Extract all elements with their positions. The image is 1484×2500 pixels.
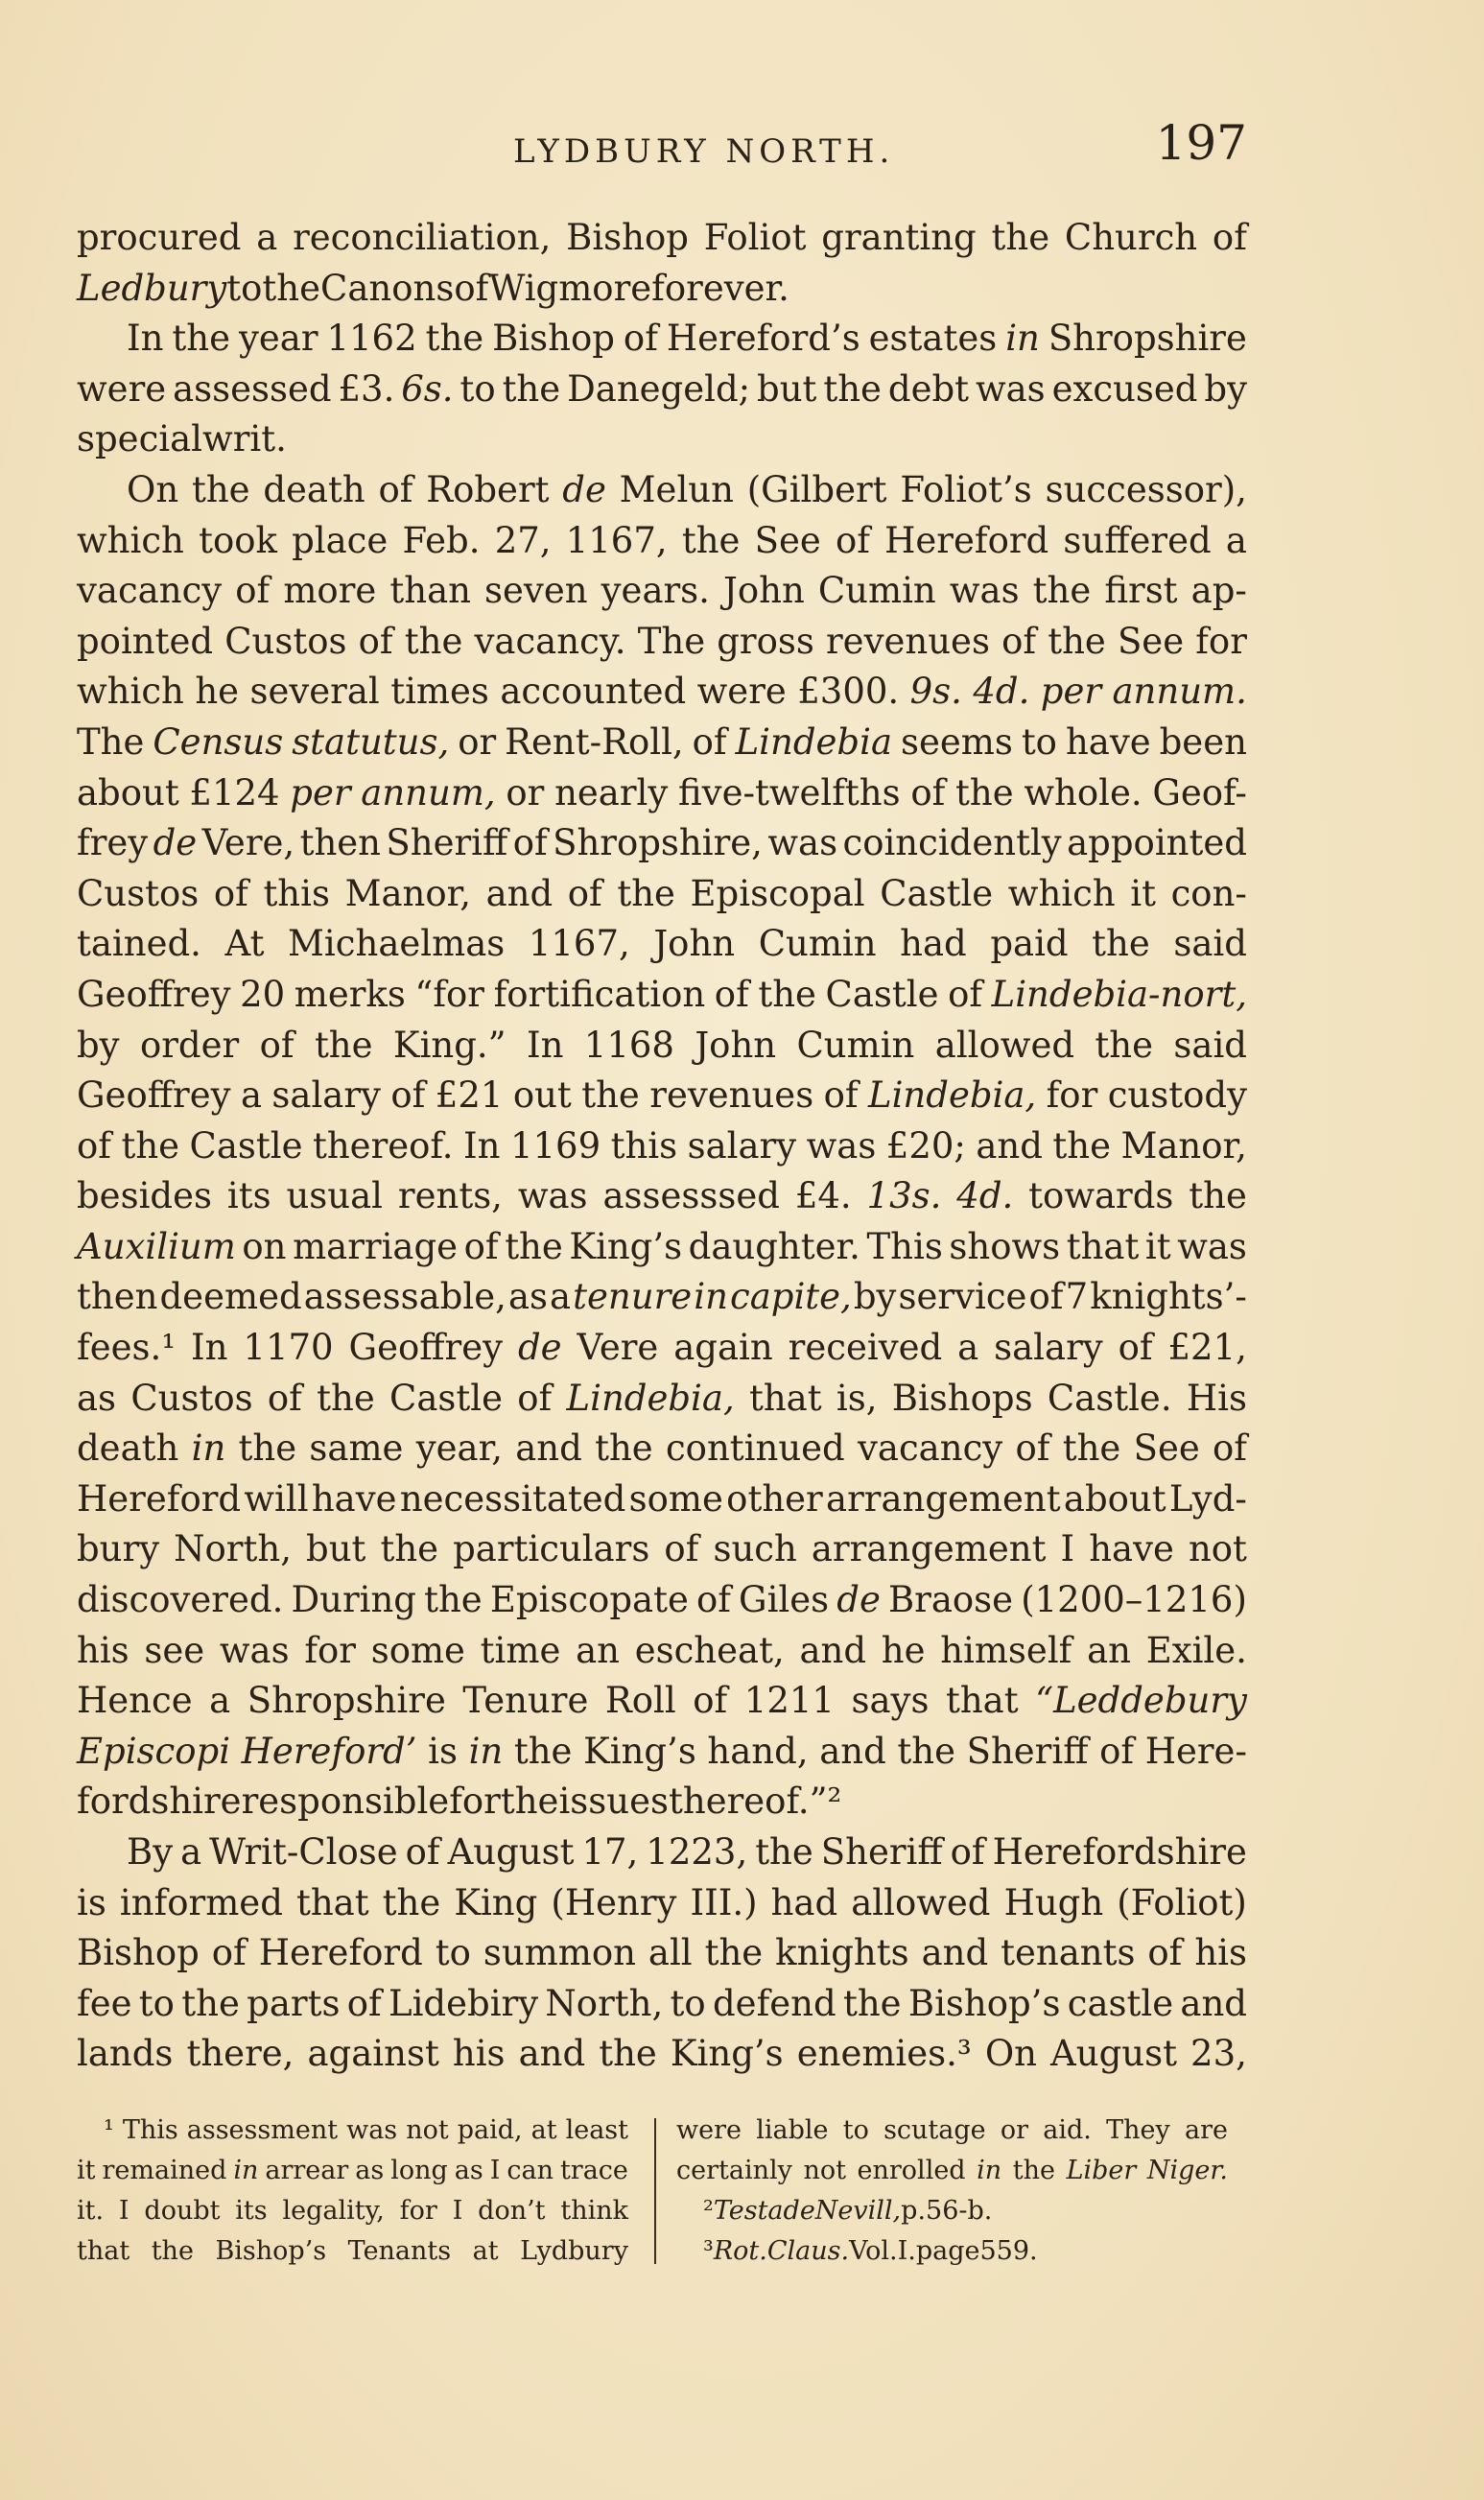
text-line: about £124 per annum, or nearly five-twelfths of the whole. Geof-: [77, 771, 1247, 814]
footnotes-right-column: [676, 2111, 1228, 2272]
text-line: lands there, against his and the King’s enemies.³ On August 23,: [77, 2033, 1247, 2075]
text-line: of the Castle thereof. In 1169 this salary was £20; and the Manor,: [77, 1124, 1247, 1167]
text-line: tained. At Michaelmas 1167, John Cumin had paid the said: [77, 923, 1247, 965]
text-line: frey de Vere, then Sheriff of Shropshire, was coincidently appointed: [77, 822, 1247, 864]
footnote-line: it. I doubt its legality, for I don’t think: [77, 2196, 628, 2226]
text-line: Hereford will have necessitated some other arrangement about Lyd-: [77, 1477, 1247, 1520]
text-line: fee to the parts of Lidebiry North, to defend the Bishop’s castle and: [77, 1982, 1247, 2024]
footnote-line: that the Bishop’s Tenants at Lydbury: [77, 2236, 628, 2266]
footnotes: [77, 2111, 1247, 2283]
footnote-line: certainly not enrolled in the Liber Niger.: [676, 2156, 1228, 2185]
text-line: is informed that the King (Henry III.) had allowed Hugh (Foliot): [77, 1881, 1247, 1923]
text-line: by order of the King.” In 1168 John Cumin allowed the said: [77, 1024, 1247, 1066]
text-line: death in the same year, and the continued vacancy of the See of: [77, 1427, 1247, 1470]
text-line: besides its usual rents, was assesssed £4. 13s. 4d. towards the: [77, 1175, 1247, 1217]
footnote-line: ² Testa de Nevill, p. 56-b.: [703, 2196, 993, 2226]
text-line: bury North, but the particulars of such arrangement I have not: [77, 1528, 1247, 1570]
body-text: [77, 213, 1247, 2080]
page-header: [77, 115, 1247, 173]
running-title: LYDBURY NORTH.: [513, 132, 895, 171]
footnote-line: ³ Rot. Claus. Vol. I. page 559.: [703, 2236, 1038, 2266]
text-line: The Census statutus, or Rent-Roll, of Lindebia seems to have been: [77, 720, 1247, 763]
page-number: 197: [1155, 115, 1247, 171]
text-line: special writ.: [77, 418, 287, 460]
text-line: Custos of this Manor, and of the Episcopal Castle which it con-: [77, 872, 1247, 914]
text-line: procured a reconciliation, Bishop Foliot granting the Church of: [77, 217, 1247, 258]
text-line: Geoffrey a salary of £21 out the revenues of Lindebia, for custody: [77, 1074, 1247, 1117]
text-line: which he several times accounted were £300. 9s. 4d. per annum.: [77, 671, 1247, 713]
text-line: Episcopi Hereford’ is in the King’s hand, and the Sheriff of Here-: [77, 1730, 1247, 1772]
footnote-line: it remained in arrear as long as I can trace: [77, 2156, 628, 2185]
text-line: On the death of Robert de Melun (Gilbert Foliot’s successor),: [127, 468, 1247, 510]
text-line: fordshire responsible for the issues thereof.”²: [77, 1781, 842, 1823]
text-line: as Custos of the Castle of Lindebia, that is, Bishops Castle. His: [77, 1377, 1247, 1419]
text-line: By a Writ-Close of August 17, 1223, the Sheriff of Herefordshire: [127, 1831, 1247, 1873]
text-line: his see was for some time an escheat, and he himself an Exile.: [77, 1629, 1247, 1671]
text-line: Auxilium on marriage of the King’s daughter. This shows that it was: [77, 1225, 1247, 1267]
footnote-column-divider: [654, 2118, 656, 2264]
text-line: which took place Feb. 27, 1167, the See of Hereford suffered a: [77, 519, 1247, 561]
text-line: In the year 1162 the Bishop of Hereford’s estates in Shropshire: [127, 318, 1247, 360]
text-line: were assessed £3. 6s. to the Danegeld; but the debt was excused by: [77, 367, 1247, 410]
text-line: discovered. During the Episcopate of Giles de Braose (1200–1216): [77, 1579, 1247, 1621]
text-line: Ledbury to the Canons of Wigmore for ever.: [77, 267, 789, 309]
text-line: Geoffrey 20 merks “for fortification of the Castle of Lindebia-nort,: [77, 973, 1247, 1015]
text-line: pointed Custos of the vacancy. The gross revenues of the See for: [77, 620, 1247, 662]
text-line: then deemed assessable, as a tenure in capite, by service of 7 knights’-: [77, 1276, 1247, 1318]
text-line: vacancy of more than seven years. John Cumin was the first ap-: [77, 570, 1247, 612]
footnotes-left-column: [77, 2111, 628, 2272]
text-line: Bishop of Hereford to summon all the knights and tenants of his: [77, 1932, 1247, 1974]
text-line: Hence a Shropshire Tenure Roll of 1211 says that “Leddebury: [77, 1680, 1247, 1722]
footnote-line: were liable to scutage or aid. They are: [676, 2115, 1228, 2145]
footnote-line: ¹ This assessment was not paid, at least: [104, 2115, 628, 2145]
text-line: fees.¹ In 1170 Geoffrey de Vere again received a salary of £21,: [77, 1327, 1247, 1369]
